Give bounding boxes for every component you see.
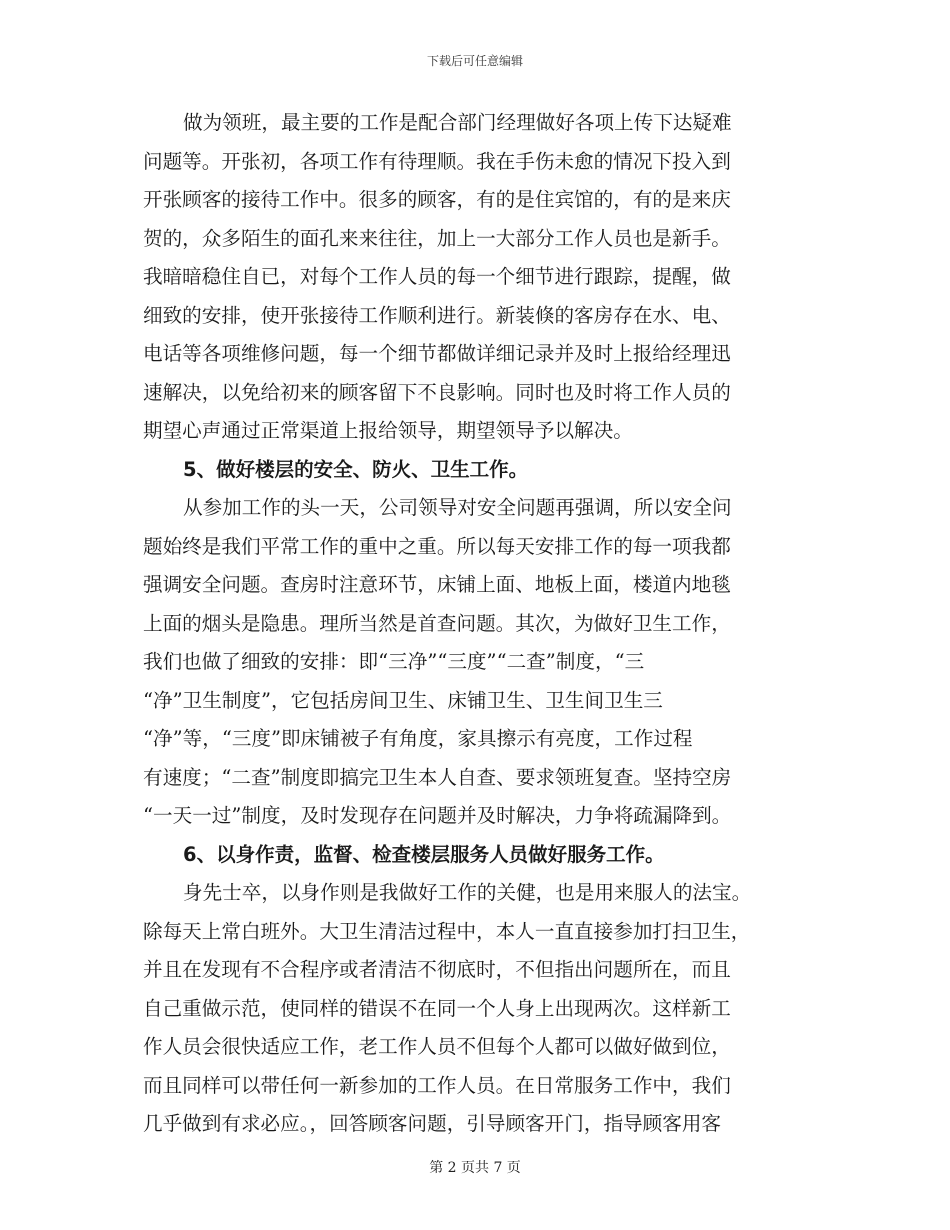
text-line: 期望心声通过正常渠道上报给领导，期望领导予以解决。: [143, 419, 633, 442]
text-line: 细致的安排，使开张接待工作顺利进行。新装倏的客房存在水、电、: [143, 303, 731, 327]
document-body: [143, 104, 813, 1144]
section-heading: 6、以身作责，监督、检查楼层服务人员做好服务工作。: [183, 842, 665, 866]
page-header: 下载后可任意编辑: [426, 54, 523, 68]
text-line: 有速度；“二查”制度即搞完卫生本人自查、要求领班复查。坚持空房: [143, 765, 732, 789]
text-line: 电话等各项维修问题，每一个细节都做详细记录并及时上报给经理迅: [143, 342, 731, 365]
text-line: 上面的烟头是隐患。理所当然是首查问题。其次，为做好卫生工作，: [143, 611, 731, 635]
text-line: 我们也做了细致的安排：即“三净”“三度”“二查”制度，“三: [143, 650, 645, 673]
page-footer: 第 2 页共 7 页: [429, 1160, 521, 1176]
section-heading: 5、做好楼层的安全、防火、卫生工作。: [183, 457, 529, 481]
text-line: 几乎做到有求必应。，回答顾客问题，引导顾客开门，指导顾客用客: [143, 1112, 722, 1135]
text-line: 身先士卒，以身作则是我做好工作的关健，也是用来服人的法宝。: [183, 881, 752, 904]
text-line: 我暗暗稳住自已，对每个工作人员的每一个细节进行跟踪，提醒，做: [143, 265, 731, 288]
text-line: 作人员会很快适应工作，老工作人员不但每个人都可以做好做到位，: [143, 1035, 731, 1058]
text-line: “净”卫生制度”，它包括房间卫生、床铺卫生、卫生间卫生三: [143, 688, 663, 712]
text-line: 自己重做示范，使同样的错误不在同一个人身上出现两次。这样新工: [143, 996, 731, 1020]
text-line: 开张顾客的接待工作中。很多的顾客，有的是住宾馆的，有的是来庆: [143, 188, 731, 211]
text-line: “一天一过”制度，及时发现存在问题并及时解决，力争将疏漏降到。: [143, 804, 732, 827]
text-line: 并且在发现有不合程序或者清洁不彻底时，不但指出问题所在，而且: [143, 958, 731, 981]
text-line: 题始终是我们平常工作的重中之重。所以每天安排工作的每一项我都: [143, 534, 731, 558]
text-line: 贺的，众多陌生的面孔来来往往，加上一大部分工作人员也是新手。: [143, 226, 731, 250]
text-line: 问题等。开张初，各项工作有待理顺。我在手伤未愈的情况下投入到: [143, 149, 731, 173]
text-line: 除每天上常白班外。大卫生清洁过程中，本人一直直接参加打扫卫生，: [143, 919, 751, 943]
text-line: 而且同样可以带任何一新参加的工作人员。在日常服务工作中，我们: [143, 1073, 731, 1097]
text-line: 从参加工作的头一天，公司领导对安全问题再强调，所以安全问: [183, 496, 732, 519]
text-line: 强调安全问题。查房时注意环节，床铺上面、地板上面，楼道内地毯: [143, 573, 731, 596]
text-line: 速解决，以免给初来的顾客留下不良影响。同时也及时将工作人员的: [143, 380, 731, 404]
text-line: 做为领班，最主要的工作是配合部门经理做好各项上传下达疑难: [183, 111, 732, 134]
text-line: “净”等，“三度”即床铺被子有角度，家具擦示有亮度，工作过程: [143, 727, 693, 750]
